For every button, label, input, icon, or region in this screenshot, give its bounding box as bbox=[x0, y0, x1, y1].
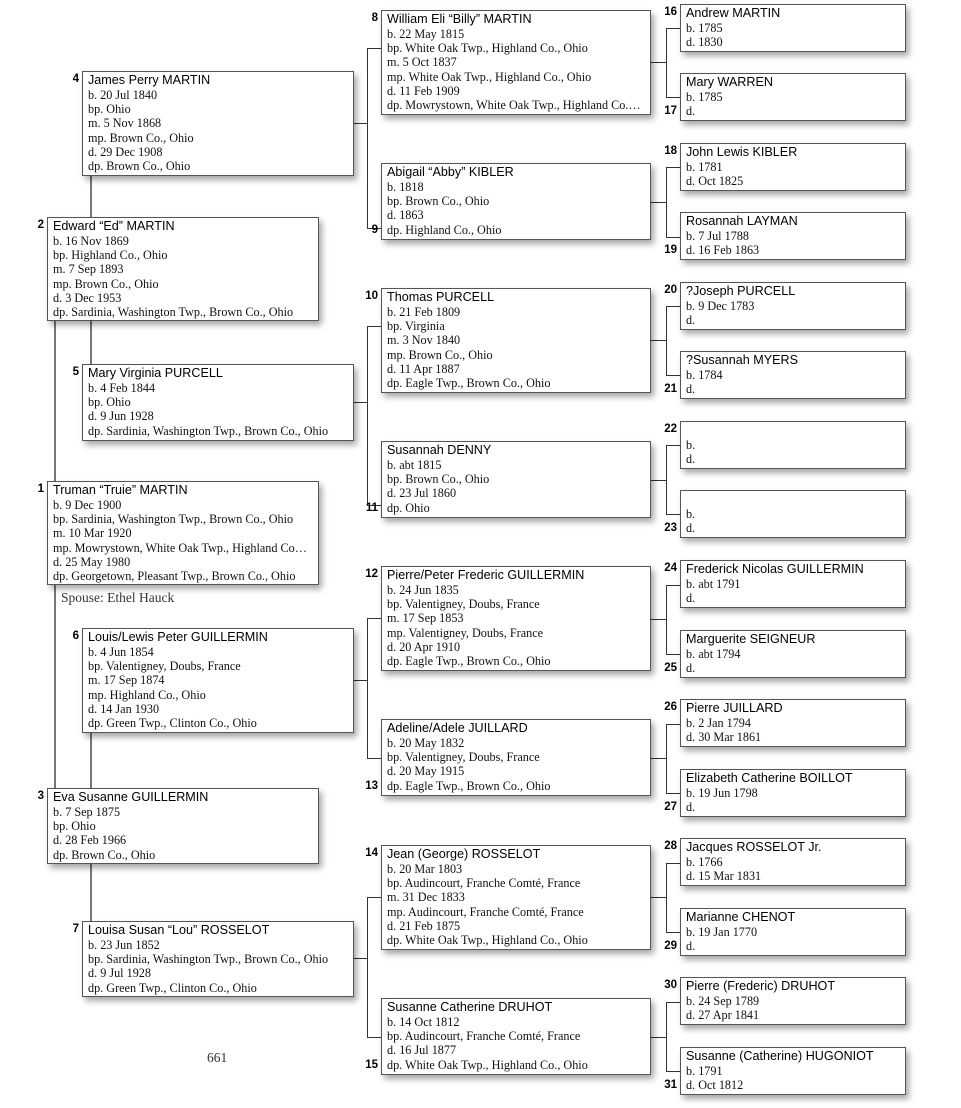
person-name: James Perry MARTIN bbox=[88, 73, 211, 87]
person-detail-line: b. 19 Jun 1798 bbox=[686, 786, 758, 800]
person-detail-line: d. 16 Jul 1877 bbox=[387, 1043, 457, 1058]
connector-line bbox=[354, 123, 367, 124]
person-detail-line: d. bbox=[686, 661, 696, 676]
ahnentafel-number: 2 bbox=[37, 219, 44, 231]
person-detail-line: m. 7 Sep 1893 bbox=[53, 262, 124, 277]
connector-line bbox=[666, 514, 680, 515]
person-name: Jacques ROSSELOT Jr. bbox=[686, 840, 822, 854]
ahnentafel-number: 14 bbox=[365, 847, 378, 859]
connector-line bbox=[54, 585, 56, 790]
person-detail-line: bp. Valentigney, Doubs, France bbox=[387, 750, 540, 765]
person-detail-line: d. Oct 1825 bbox=[686, 174, 744, 189]
person-card[interactable] bbox=[680, 560, 906, 608]
person-detail-line: b. 1766 bbox=[686, 855, 723, 869]
connector-line bbox=[666, 28, 680, 29]
person-card[interactable] bbox=[680, 769, 906, 817]
person-card[interactable] bbox=[381, 288, 651, 393]
person-card[interactable] bbox=[680, 143, 906, 191]
person-detail-line: b. 20 May 1832 bbox=[387, 736, 465, 750]
person-name: Mary WARREN bbox=[686, 75, 773, 89]
connector-line bbox=[666, 237, 680, 238]
person-detail-line: dp. Ohio bbox=[387, 500, 430, 515]
connector-line bbox=[651, 202, 666, 203]
ahnentafel-number: 24 bbox=[664, 562, 677, 574]
person-detail-line: b. 4 Jun 1854 bbox=[88, 645, 154, 659]
person-card[interactable] bbox=[680, 977, 906, 1025]
connector-line bbox=[666, 724, 667, 793]
person-name: ?Susannah MYERS bbox=[686, 353, 799, 367]
person-detail-line: dp. Brown Co., Ohio bbox=[88, 159, 191, 174]
person-detail-line: d. 1863 bbox=[387, 208, 424, 223]
connector-line bbox=[666, 1002, 680, 1003]
ahnentafel-number: 21 bbox=[664, 383, 677, 395]
person-card[interactable] bbox=[680, 490, 906, 538]
connector-line bbox=[367, 897, 368, 1037]
person-detail-line: b. 9 Dec 1900 bbox=[53, 498, 122, 512]
person-card[interactable] bbox=[680, 421, 906, 469]
ahnentafel-number: 22 bbox=[664, 423, 677, 435]
person-detail-line: bp. Valentigney, Doubs, France bbox=[387, 597, 540, 612]
person-detail-line: d. 3 Dec 1953 bbox=[53, 290, 122, 305]
person-detail-line: dp. Mowrystown, White Oak Twp., Highland Co.… bbox=[387, 98, 641, 113]
person-name: Marianne CHENOT bbox=[686, 910, 796, 924]
person-detail-line: b. 9 Dec 1783 bbox=[686, 299, 755, 313]
person-detail-line: d. 20 May 1915 bbox=[387, 764, 465, 779]
person-name: Susanne (Catherine) HUGONIOT bbox=[686, 1049, 874, 1063]
connector-line bbox=[651, 340, 666, 341]
person-detail-line: mp. Brown Co., Ohio bbox=[88, 130, 194, 145]
ahnentafel-number: 8 bbox=[371, 12, 378, 24]
connector-line bbox=[354, 402, 367, 403]
person-detail-line: d. 14 Jan 1930 bbox=[88, 701, 160, 716]
person-detail-line: d. 21 Feb 1875 bbox=[387, 918, 461, 933]
person-name bbox=[686, 423, 901, 438]
person-detail-line: b. 24 Sep 1789 bbox=[686, 994, 760, 1008]
person-name: Frederick Nicolas GUILLERMIN bbox=[686, 562, 864, 576]
person-detail-line: dp. Georgetown, Pleasant Twp., Brown Co., Ohio bbox=[53, 569, 296, 584]
person-detail-line: dp. Sardinia, Washington Twp., Brown Co., Ohio bbox=[53, 305, 294, 320]
person-card[interactable] bbox=[381, 163, 651, 240]
ahnentafel-number: 26 bbox=[664, 701, 677, 713]
ahnentafel-number: 20 bbox=[664, 284, 677, 296]
connector-line bbox=[367, 758, 381, 759]
person-name: Jean (George) ROSSELOT bbox=[387, 847, 541, 861]
person-detail-line: bp. Audincourt, Franche Comté, France bbox=[387, 876, 581, 891]
person-detail-line: dp. Sardinia, Washington Twp., Brown Co., Ohio bbox=[88, 423, 329, 438]
person-card[interactable] bbox=[381, 566, 651, 671]
person-detail-line: b. 1818 bbox=[387, 180, 424, 194]
connector-line bbox=[367, 326, 368, 505]
person-detail-line: m. 31 Dec 1833 bbox=[387, 890, 465, 905]
person-card[interactable] bbox=[381, 719, 651, 796]
page-number: 661 bbox=[207, 1050, 228, 1065]
person-name: Rosannah LAYMAN bbox=[686, 214, 798, 228]
person-name: Marguerite SEIGNEUR bbox=[686, 632, 816, 646]
person-card[interactable] bbox=[680, 282, 906, 330]
person-detail-line: dp. Highland Co., Ohio bbox=[387, 222, 502, 237]
person-detail-line: b. bbox=[686, 438, 696, 452]
person-detail-line: d. bbox=[686, 313, 696, 328]
person-detail-line: mp. Valentigney, Doubs, France bbox=[387, 625, 544, 640]
person-detail-line: b. abt 1815 bbox=[387, 458, 442, 472]
ahnentafel-number: 12 bbox=[365, 568, 378, 580]
ahnentafel-number: 29 bbox=[664, 940, 677, 952]
person-card[interactable] bbox=[680, 630, 906, 678]
person-name: Susannah DENNY bbox=[387, 443, 492, 457]
person-detail-line: bp. Virginia bbox=[387, 319, 445, 334]
person-detail-line: b. 7 Sep 1875 bbox=[53, 805, 121, 819]
connector-line bbox=[367, 618, 381, 619]
ahnentafel-number: 18 bbox=[664, 145, 677, 157]
connector-line bbox=[666, 445, 680, 446]
ahnentafel-number: 1 bbox=[37, 483, 44, 495]
person-detail-line: d. 11 Apr 1887 bbox=[387, 361, 460, 376]
person-detail-line: d. 23 Jul 1860 bbox=[387, 486, 457, 501]
person-detail-line: d. bbox=[686, 382, 696, 397]
connector-line bbox=[367, 326, 381, 327]
ahnentafel-number: 3 bbox=[37, 790, 44, 802]
person-detail-line: d. 30 Mar 1861 bbox=[686, 730, 762, 745]
connector-line bbox=[367, 1037, 381, 1038]
person-detail-line: d. 16 Feb 1863 bbox=[686, 243, 760, 258]
person-detail-line: d. Oct 1812 bbox=[686, 1078, 744, 1093]
person-detail-line: dp. Eagle Twp., Brown Co., Ohio bbox=[387, 376, 551, 391]
connector-line bbox=[666, 724, 680, 725]
person-detail-line: d. bbox=[686, 939, 696, 954]
connector-line bbox=[666, 654, 680, 655]
person-detail-line: bp. Ohio bbox=[88, 395, 131, 410]
person-name: Truman “Truie” MARTIN bbox=[53, 483, 188, 497]
person-detail-line: m. 17 Sep 1874 bbox=[88, 673, 165, 688]
person-detail-line: d. bbox=[686, 521, 696, 536]
person-detail-line: b. 16 Nov 1869 bbox=[53, 234, 129, 248]
person-detail-line: b. 21 Feb 1809 bbox=[387, 305, 461, 319]
ahnentafel-number: 15 bbox=[365, 1059, 378, 1071]
person-name: Abigail “Abby” KIBLER bbox=[387, 165, 514, 179]
person-detail-line: dp. Brown Co., Ohio bbox=[53, 847, 156, 862]
person-detail-line: b. 24 Jun 1835 bbox=[387, 583, 459, 597]
ahnentafel-number: 4 bbox=[72, 73, 79, 85]
person-detail-line: m. 10 Mar 1920 bbox=[53, 526, 132, 541]
ahnentafel-number: 28 bbox=[664, 840, 677, 852]
person-name: Andrew MARTIN bbox=[686, 6, 781, 20]
person-name: Louisa Susan “Lou” ROSSELOT bbox=[88, 923, 270, 937]
person-detail-line: mp. Brown Co., Ohio bbox=[53, 276, 159, 291]
person-detail-line: d. 25 May 1980 bbox=[53, 554, 131, 569]
person-name: Thomas PURCELL bbox=[387, 290, 495, 304]
person-detail-line: m. 3 Nov 1840 bbox=[387, 333, 461, 348]
connector-line bbox=[651, 480, 666, 481]
person-card[interactable] bbox=[680, 908, 906, 956]
connector-line bbox=[90, 733, 92, 789]
person-detail-line: mp. White Oak Twp., Highland Co., Ohio bbox=[387, 69, 592, 84]
person-name: Adeline/Adele JUILLARD bbox=[387, 721, 528, 735]
person-detail-line: d. bbox=[686, 591, 696, 606]
connector-line bbox=[354, 958, 367, 959]
ahnentafel-number: 6 bbox=[72, 630, 79, 642]
person-detail-line: b. 23 Jun 1852 bbox=[88, 938, 160, 952]
connector-line bbox=[90, 320, 92, 365]
person-detail-line: mp. Audincourt, Franche Comté, France bbox=[387, 904, 584, 919]
person-detail-line: b. 22 May 1815 bbox=[387, 27, 465, 41]
person-detail-line: d. 9 Jun 1928 bbox=[88, 409, 154, 424]
ahnentafel-number: 5 bbox=[72, 366, 79, 378]
person-detail-line: d. 1830 bbox=[686, 35, 723, 50]
ahnentafel-number: 31 bbox=[664, 1079, 677, 1091]
connector-line bbox=[651, 619, 666, 620]
person-card[interactable] bbox=[680, 351, 906, 399]
person-detail-line: d. 28 Feb 1966 bbox=[53, 833, 127, 848]
person-card[interactable] bbox=[680, 212, 906, 260]
person-detail-line: d. 20 Apr 1910 bbox=[387, 639, 461, 654]
person-detail-line: mp. Mowrystown, White Oak Twp., Highland Co… bbox=[53, 540, 307, 555]
person-detail-line: dp. Eagle Twp., Brown Co., Ohio bbox=[387, 654, 551, 669]
person-detail-line: b. 20 Jul 1840 bbox=[88, 88, 158, 102]
person-detail-line: b. abt 1791 bbox=[686, 577, 741, 591]
person-name: Louis/Lewis Peter GUILLERMIN bbox=[88, 630, 268, 644]
person-detail-line: dp. Green Twp., Clinton Co., Ohio bbox=[88, 716, 257, 731]
person-detail-line: b. 2 Jan 1794 bbox=[686, 716, 751, 730]
person-card[interactable] bbox=[47, 788, 319, 864]
connector-line bbox=[651, 758, 666, 759]
person-card[interactable] bbox=[82, 364, 354, 441]
person-detail-line: bp. Brown Co., Ohio bbox=[387, 194, 490, 209]
person-detail-line: b. 1791 bbox=[686, 1064, 723, 1078]
person-detail-line: b. 1781 bbox=[686, 160, 723, 174]
person-detail-line: b. 14 Oct 1812 bbox=[387, 1015, 460, 1029]
person-detail-line: m. 17 Sep 1853 bbox=[387, 611, 464, 626]
person-detail-line: b. 4 Feb 1844 bbox=[88, 381, 156, 395]
person-detail-line: m. 5 Oct 1837 bbox=[387, 55, 457, 70]
person-name: Mary Virginia PURCELL bbox=[88, 366, 223, 380]
person-detail-line: bp. Sardinia, Washington Twp., Brown Co., Ohio bbox=[88, 952, 329, 967]
person-card[interactable] bbox=[680, 73, 906, 121]
person-detail-line: dp. Green Twp., Clinton Co., Ohio bbox=[88, 980, 257, 995]
person-detail-line: b. 1784 bbox=[686, 368, 723, 382]
person-card[interactable] bbox=[47, 481, 319, 585]
person-detail-line: d. bbox=[686, 800, 696, 815]
ahnentafel-number: 13 bbox=[365, 780, 378, 792]
person-detail-line: d. bbox=[686, 452, 696, 467]
person-detail-line: b. 1785 bbox=[686, 21, 723, 35]
connector-line bbox=[666, 1002, 667, 1071]
person-detail-line: bp. White Oak Twp., Highland Co., Ohio bbox=[387, 41, 588, 56]
person-detail-line: dp. White Oak Twp., Highland Co., Ohio bbox=[387, 1057, 588, 1072]
person-detail-line: bp. Valentigney, Doubs, France bbox=[88, 659, 241, 674]
person-detail-line: bp. Ohio bbox=[88, 102, 131, 117]
ahnentafel-number: 7 bbox=[72, 923, 79, 935]
person-detail-line: d. 15 Mar 1831 bbox=[686, 869, 762, 884]
connector-line bbox=[666, 863, 667, 932]
connector-line bbox=[666, 167, 667, 237]
person-detail-line: d. 9 Jul 1928 bbox=[88, 966, 151, 981]
person-detail-line: b. bbox=[686, 507, 696, 521]
ahnentafel-number: 16 bbox=[664, 6, 677, 18]
person-detail-line: b. 19 Jan 1770 bbox=[686, 925, 758, 939]
connector-line bbox=[666, 445, 667, 514]
spouse-label: Spouse: Ethel Hauck bbox=[61, 590, 175, 605]
connector-line bbox=[666, 793, 680, 794]
person-name: Pierre JUILLARD bbox=[686, 701, 783, 715]
person-detail-line: b. 20 Mar 1803 bbox=[387, 862, 463, 876]
person-detail-line: dp. Eagle Twp., Brown Co., Ohio bbox=[387, 778, 551, 793]
connector-line bbox=[651, 897, 666, 898]
person-card[interactable] bbox=[82, 628, 354, 733]
connector-line bbox=[367, 48, 381, 49]
connector-line bbox=[666, 585, 680, 586]
person-name: Pierre/Peter Frederic GUILLERMIN bbox=[387, 568, 585, 582]
connector-line bbox=[666, 863, 680, 864]
person-detail-line: dp. White Oak Twp., Highland Co., Ohio bbox=[387, 933, 588, 948]
connector-line bbox=[666, 28, 667, 97]
person-name: Eva Susanne GUILLERMIN bbox=[53, 790, 209, 804]
person-detail-line: d. 27 Apr 1841 bbox=[686, 1008, 760, 1023]
connector-line bbox=[367, 897, 381, 898]
person-card[interactable] bbox=[680, 838, 906, 886]
person-detail-line: bp. Audincourt, Franche Comté, France bbox=[387, 1029, 581, 1044]
person-name: ?Joseph PURCELL bbox=[686, 284, 796, 298]
connector-line bbox=[651, 62, 666, 63]
person-detail-line: bp. Ohio bbox=[53, 819, 96, 834]
person-detail-line: b. 1785 bbox=[686, 90, 723, 104]
person-detail-line: b. 7 Jul 1788 bbox=[686, 229, 749, 243]
ahnentafel-number: 27 bbox=[664, 801, 677, 813]
connector-line bbox=[666, 375, 680, 376]
connector-line bbox=[666, 1071, 680, 1072]
connector-line bbox=[367, 48, 368, 228]
ahnentafel-number: 19 bbox=[664, 244, 677, 256]
ahnentafel-number: 10 bbox=[365, 290, 378, 302]
person-name: Pierre (Frederic) DRUHOT bbox=[686, 979, 836, 993]
connector-line bbox=[90, 864, 92, 922]
ahnentafel-number: 9 bbox=[371, 224, 378, 236]
person-name: Elizabeth Catherine BOILLOT bbox=[686, 771, 853, 785]
ahnentafel-number: 25 bbox=[664, 662, 677, 674]
person-name: Edward “Ed” MARTIN bbox=[53, 219, 175, 233]
person-detail-line: d. 11 Feb 1909 bbox=[387, 83, 460, 98]
person-card[interactable] bbox=[680, 4, 906, 52]
connector-line bbox=[651, 1037, 666, 1038]
connector-line bbox=[666, 306, 680, 307]
ahnentafel-number: 17 bbox=[664, 105, 677, 117]
person-name: John Lewis KIBLER bbox=[686, 145, 798, 159]
connector-line bbox=[90, 176, 92, 218]
person-detail-line: bp. Brown Co., Ohio bbox=[387, 472, 490, 487]
connector-line bbox=[666, 306, 667, 375]
person-card[interactable] bbox=[47, 217, 319, 321]
person-detail-line: m. 5 Nov 1868 bbox=[88, 116, 162, 131]
person-detail-line: bp. Sardinia, Washington Twp., Brown Co., Ohio bbox=[53, 512, 294, 527]
person-name: William Eli “Billy” MARTIN bbox=[387, 12, 532, 26]
person-card[interactable] bbox=[82, 71, 354, 176]
person-detail-line: mp. Highland Co., Ohio bbox=[88, 687, 206, 702]
person-card[interactable] bbox=[82, 921, 354, 997]
connector-line bbox=[666, 932, 680, 933]
person-detail-line: b. abt 1794 bbox=[686, 647, 741, 661]
ahnentafel-number: 23 bbox=[664, 522, 677, 534]
person-card[interactable] bbox=[680, 699, 906, 747]
person-name bbox=[686, 492, 901, 507]
person-card[interactable] bbox=[381, 845, 651, 950]
ahnentafel-number: 11 bbox=[365, 502, 378, 514]
person-detail-line: d. 29 Dec 1908 bbox=[88, 144, 163, 159]
person-card[interactable] bbox=[680, 1047, 906, 1095]
person-name: Susanne Catherine DRUHOT bbox=[387, 1000, 553, 1014]
connector-line bbox=[367, 618, 368, 758]
connector-line bbox=[666, 97, 680, 98]
connector-line bbox=[666, 167, 680, 168]
person-card[interactable] bbox=[381, 10, 651, 115]
person-card[interactable] bbox=[381, 998, 651, 1075]
person-detail-line: mp. Brown Co., Ohio bbox=[387, 347, 493, 362]
connector-line bbox=[354, 680, 367, 681]
person-detail-line: bp. Highland Co., Ohio bbox=[53, 248, 168, 263]
person-detail-line: d. bbox=[686, 104, 696, 119]
person-card[interactable] bbox=[381, 441, 651, 518]
ahnentafel-number: 30 bbox=[664, 979, 677, 991]
connector-line bbox=[666, 585, 667, 654]
